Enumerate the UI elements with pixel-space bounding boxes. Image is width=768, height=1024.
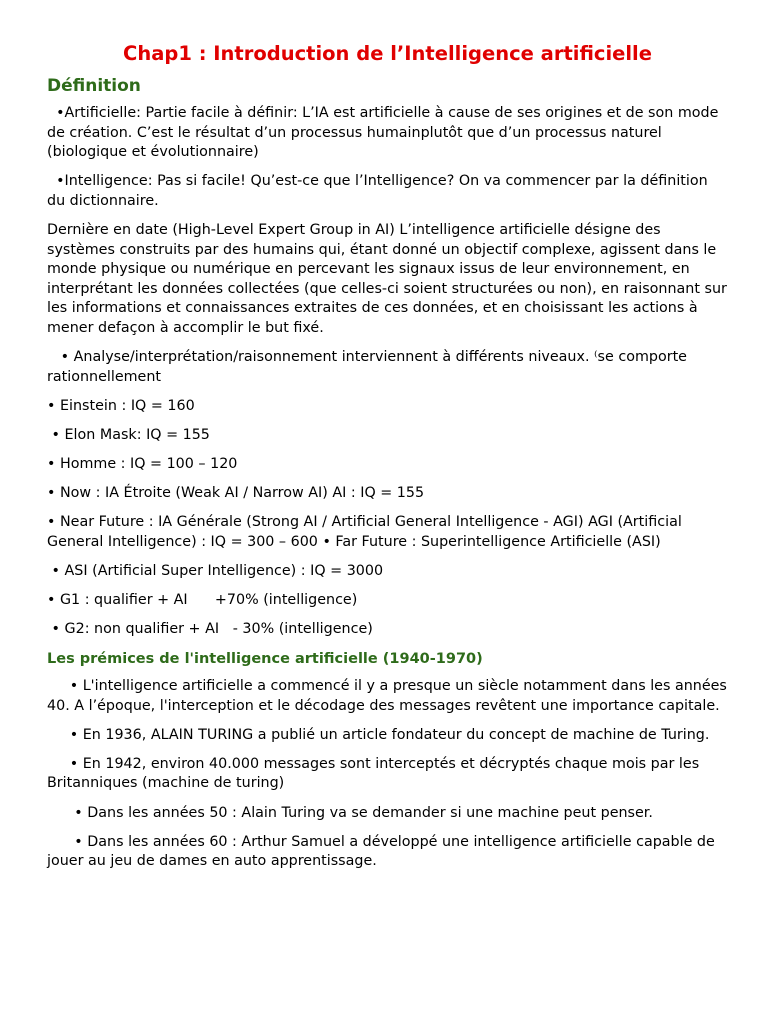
iq-item-near-future: • Near Future : IA Générale (Strong AI / Artificial General Intelligence - AGI) AGI (Artificial General Intelligence) : IQ = 300 – 600 • Far Future : Superintelligence Artificielle (ASI)	[47, 514, 687, 550]
premices-paragraph-50s: • Dans les années 50 : Alain Turing va se demander si une machine peut penser.	[47, 804, 653, 821]
definition-section	[47, 104, 732, 640]
iq-item-homme: • Homme : IQ = 100 – 120	[47, 455, 238, 472]
iq-item-asi: • ASI (Artificial Super Intelligence) : IQ = 3000	[47, 562, 384, 579]
definition-paragraph-intelligence: •Intelligence: Pas si facile! Qu’est-ce que l’Intelligence? On va commencer par la définition du dictionnaire.	[47, 173, 713, 209]
page-title: Chap1 : Introduction de l’Intelligence artificielle	[123, 42, 652, 65]
premices-paragraph-debut: • L'intelligence artificielle a commencé il y a presque un siècle notamment dans les années 40. A l’époque, l'interception et le décodage des messages revêtent une importance capitale.	[47, 678, 732, 714]
premices-paragraph-1936: • En 1936, ALAIN TURING a publié un article fondateur du concept de machine de Turing.	[47, 726, 710, 743]
definition-paragraph-artificielle: •Artificielle: Partie facile à définir: L’IA est artificielle à cause de ses origines et de son mode de création. C’est le résultat d’un processus humainplutôt que d’un processus naturel (biologique et évolutionnaire)	[47, 105, 723, 161]
iq-item-elon: • Elon Mask: IQ = 155	[47, 426, 210, 443]
premices-heading: Les prémices de l'intelligence artificielle (1940-1970)	[47, 651, 483, 668]
g2-item: • G2: non qualifier + AI - 30% (intelligence)	[47, 620, 373, 637]
premices-paragraph-60s: • Dans les années 60 : Arthur Samuel a développé une intelligence artificielle capable de jouer au jeu de dames en auto apprentissage.	[47, 833, 720, 870]
definition-paragraph-hleg: Dernière en date (High-Level Expert Group in AI) L’intelligence artificielle désigne des systèmes construits par des humains qui, étant donné un objectif complexe, agissent dans le monde physique ou numérique en percevant les signaux issus de leur environnement, en interprétant les données collectées (que celles-ci soient structurées ou non), en raisonnant sur les informations et connaissances extraites de ces données, et en choisissant les actions à mener defaçon à accomplir le but fixé.	[47, 221, 732, 336]
premices-paragraph-1942: • En 1942, environ 40.000 messages sont interceptés et décryptés chaque mois par les Britanniques (machine de turing)	[47, 755, 704, 792]
premices-section	[47, 677, 732, 872]
definition-paragraph-analyse: • Analyse/interprétation/raisonnement interviennent à différents niveaux. ⁽se comporte rationnellement	[47, 349, 692, 385]
definition-heading: Définition	[47, 76, 141, 96]
g1-item: • G1 : qualifier + AI +70% (intelligence)	[47, 591, 358, 608]
iq-item-einstein: • Einstein : IQ = 160	[47, 397, 195, 414]
iq-item-now: • Now : IA Étroite (Weak AI / Narrow AI) AI : IQ = 155	[47, 485, 425, 501]
